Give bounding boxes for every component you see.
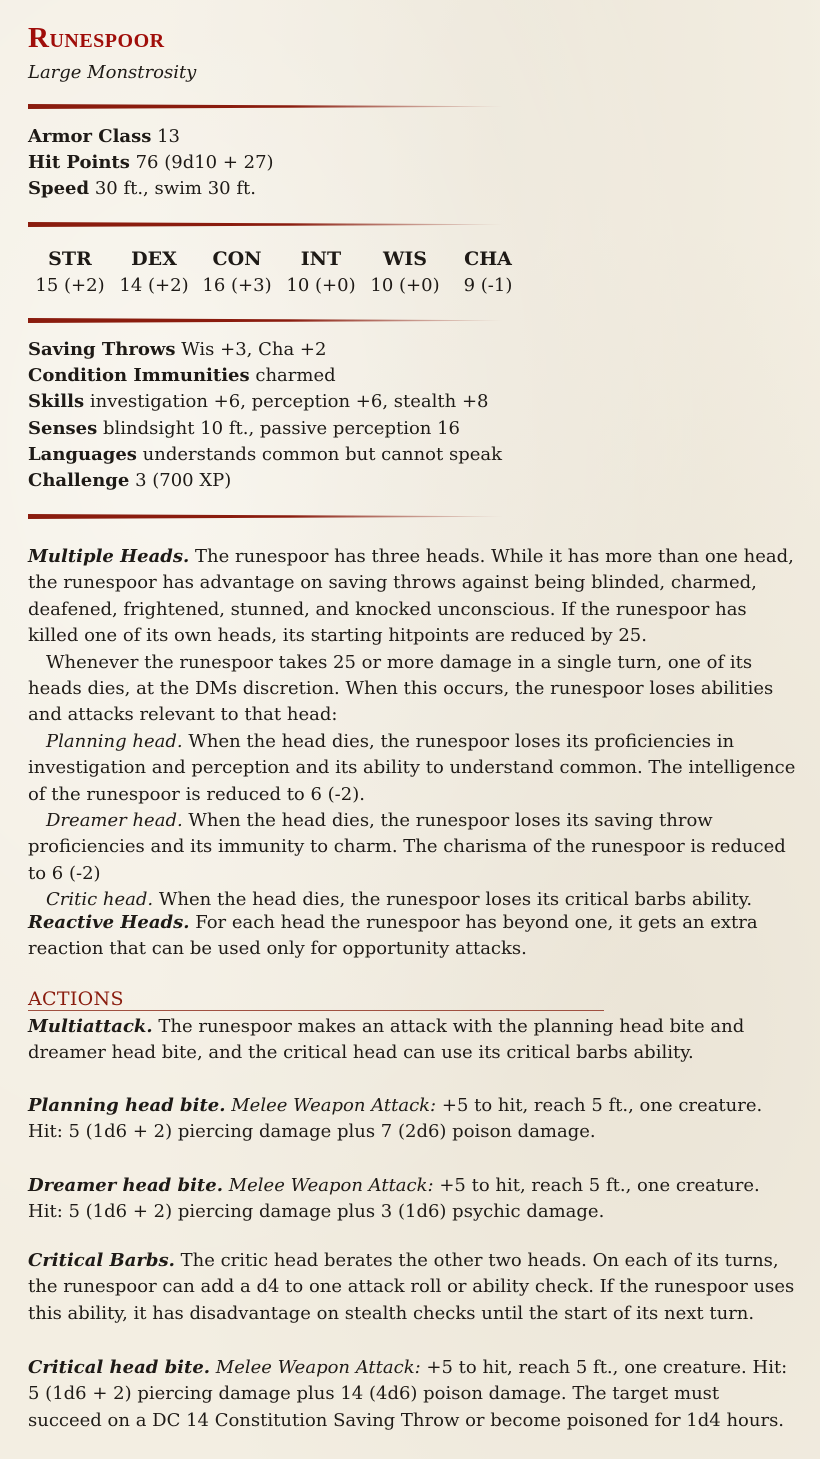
ability-str: STR 15 (+2) xyxy=(35,248,105,296)
action-dreamer-head-bite: Dreamer head bite. Melee Weapon Attack: +5 to hit, reach 5 ft., one creature. Hit: 5 (1d6 + 2) piercing damage plus 3 (1d6) psychic damage. xyxy=(28,1175,760,1223)
saving-throws: Saving Throws Wis +3, Cha +2 xyxy=(28,339,327,360)
action-multiattack: Multiattack. The runespoor makes an attack with the planning head bite and dreamer head bite, and the critical head can use its critical barbs ability. xyxy=(28,1016,745,1064)
divider xyxy=(28,104,503,109)
action-planning-head-bite: Planning head bite. Melee Weapon Attack: +5 to hit, reach 5 ft., one creature. Hit: 5 (1d6 + 2) piercing damage plus 7 (2d6) poison damage. xyxy=(28,1095,763,1143)
ability-wis: WIS 10 (+0) xyxy=(370,248,440,296)
creature-name: Runespoor xyxy=(28,22,165,54)
hit-points: Hit Points 76 (9d10 + 27) xyxy=(28,152,274,173)
divider xyxy=(28,222,503,227)
speed: Speed 30 ft., swim 30 ft. xyxy=(28,178,256,199)
armor-class: Armor Class 13 xyxy=(28,126,180,147)
action-critical-head-bite: Critical head bite. Melee Weapon Attack: +5 to hit, reach 5 ft., one creature. Hit: 5 (1d6 + 2) piercing damage plus 14 (4d6) poison damage. The target must succeed on a DC 14 Constitution Saving Throw or become poisoned for 1d4 hours. xyxy=(28,1357,788,1431)
action-critical-barbs: Critical Barbs. The critic head berates the other two heads. On each of its turns, the runespoor can add a d4 to one attack roll or ability check. If the runespoor uses this ability, it has disadvantage on stealth checks until the start of its next turn. xyxy=(28,1250,795,1324)
trait-multiple-heads: Multiple Heads. The runespoor has three heads. While it has more than one head, the runespoor has advantage on saving throws against being blinded, charmed, deafened, frightened, stunned, and knocked unconscious. If the runespoor has killed one of its own heads, its starting hitpoints are reduced by 25. Whenever the runespoor takes 25 or more damage in a single turn, one of its heads dies, at the DMs discretion. When this occurs, the runespoor loses abilities and attacks relevant to that head: Planning head. When the head dies, the runespoor loses its proficiencies in investigation and perception and its ability to understand common. The intelligence of the runespoor is reduced to 6 (-2). Dreamer head. When the head dies, the runespoor loses its saving throw proficiencies and its immunity to charm. The charisma of the runespoor is reduced to 6 (-2) Critic head. When the head dies, the runespoor loses its critical barbs ability. xyxy=(28,546,796,911)
skills: Skills investigation +6, perception +6, stealth +8 xyxy=(28,391,489,412)
ability-cha: CHA 9 (-1) xyxy=(463,248,513,296)
actions-heading: ACTIONS xyxy=(28,988,604,1011)
trait-reactive-heads: Reactive Heads. For each head the runespoor has beyond one, it gets an extra reaction that can be used only for opportunity attacks. xyxy=(28,912,758,960)
condition-immunities: Condition Immunities charmed xyxy=(28,365,336,386)
ability-con: CON 16 (+3) xyxy=(202,248,272,296)
divider xyxy=(28,514,503,519)
creature-type: Large Monstrosity xyxy=(28,62,197,83)
divider xyxy=(28,318,503,323)
senses: Senses blindsight 10 ft., passive perception 16 xyxy=(28,418,461,439)
languages: Languages understands common but cannot speak xyxy=(28,444,503,465)
ability-dex: DEX 14 (+2) xyxy=(119,248,189,296)
ability-int: INT 10 (+0) xyxy=(286,248,356,296)
challenge: Challenge 3 (700 XP) xyxy=(28,470,232,491)
